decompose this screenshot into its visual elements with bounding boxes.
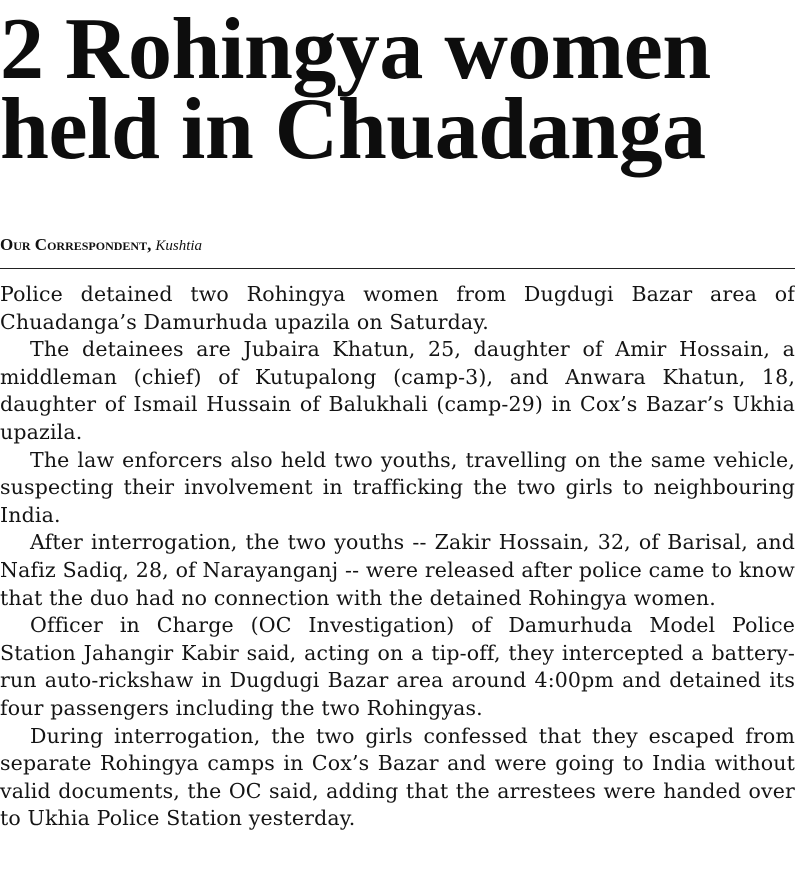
paragraph: The law enforcers also held two youths, travelling on the same vehicle, suspecting their involvement in trafficking the two girls to neighbouring India. bbox=[0, 447, 795, 527]
paragraph: During interrogation, the two girls confessed that they escaped from separate Rohingya camps in Cox’s Bazar and were going to India without valid documents, the OC said, adding that the arrestees were handed over to Ukhia Police Station yesterday. bbox=[0, 723, 795, 831]
byline-divider bbox=[0, 268, 795, 269]
byline-author: Our Correspondent, bbox=[0, 235, 152, 254]
headline-line-2: held in Chuadanga bbox=[0, 81, 706, 178]
byline-location: Kushtia bbox=[155, 238, 203, 254]
paragraph: Police detained two Rohingya women from Dugdugi Bazar area of Chuadanga’s Damurhuda upazila on Saturday. bbox=[0, 282, 795, 334]
headline-line-1: 2 Rohingya women bbox=[0, 1, 711, 98]
paragraph: After interrogation, the two youths -- Zakir Hossain, 32, of Barisal, and Nafiz Sadiq, 28, of Narayanganj -- were released after police came to know that the duo had no connection with the detained Rohingya women. bbox=[0, 530, 795, 610]
headline bbox=[0, 0, 795, 178]
paragraph: Officer in Charge (OC Investigation) of Damurhuda Model Police Station Jahangir Kabir said, acting on a tip-off, they intercepted a battery-run auto-rickshaw in Dugdugi Bazar area around 4:00pm and detained its four passengers including the two Rohingyas. bbox=[0, 613, 795, 720]
article-body bbox=[0, 281, 795, 833]
paragraph: The detainees are Jubaira Khatun, 25, daughter of Amir Hossain, a middleman (chief) of Kutupalong (camp-3), and Anwara Khatun, 18, daughter of Ismail Hussain of Balukhali (camp-29) in Cox’s Bazar’s Ukhia upazila. bbox=[0, 337, 795, 444]
byline bbox=[0, 233, 202, 258]
